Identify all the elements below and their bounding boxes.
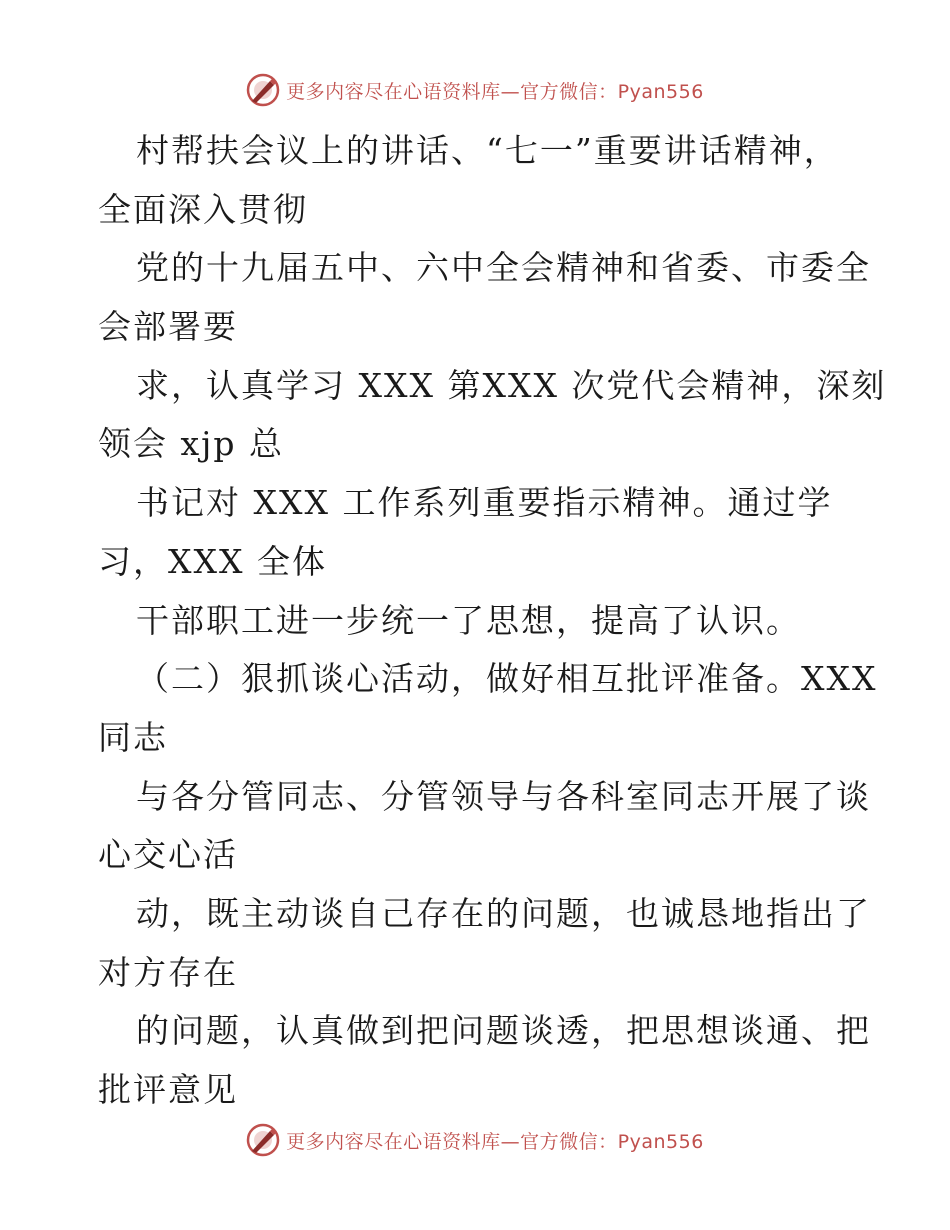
body-line: 干部职工进一步统一了思想，提高了认识。 [136,600,801,640]
body-line: 批评意见 [98,1070,238,1109]
header-banner-text: 更多内容尽在心语资料库—官方微信：Pyan556 [286,80,704,103]
body-line: 动，既主动谈自己存在的问题，也诚恳地指出了 [136,893,871,933]
header-banner [0,70,950,110]
body-line: 心交心活 [98,835,238,875]
body-line: 村帮扶会议上的讲话、“七一”重要讲话精神， [136,131,839,170]
pen-logo-icon [246,1123,280,1157]
body-line: 同志 [98,717,168,757]
body-line: 书记对 XXX 工作系列重要指示精神。通过学 [136,483,833,523]
footer-banner [0,1120,950,1160]
body-line: 领会 xjp 总 [98,424,284,464]
footer-banner-text: 更多内容尽在心语资料库—官方微信：Pyan556 [286,1130,704,1153]
document-body [98,122,887,1120]
body-line: 全面深入贯彻 [98,189,308,229]
pen-logo-icon [246,73,280,107]
body-line: （二）狠抓谈心活动，做好相互批评准备。XXX [136,659,878,699]
body-line: 习，XXX 全体 [98,541,327,581]
body-line: 求，认真学习 XXX 第XXX 次党代会精神，深刻 [136,365,887,405]
body-line: 与各分管同志、分管领导与各科室同志开展了谈 [136,776,871,816]
body-line: 会部署要 [98,307,238,347]
body-line: 对方存在 [98,952,238,992]
body-line: 的问题，认真做到把问题谈透，把思想谈通、把 [136,1011,871,1051]
body-line: 党的十九届五中、六中全会精神和省委、市委全 [136,248,871,288]
